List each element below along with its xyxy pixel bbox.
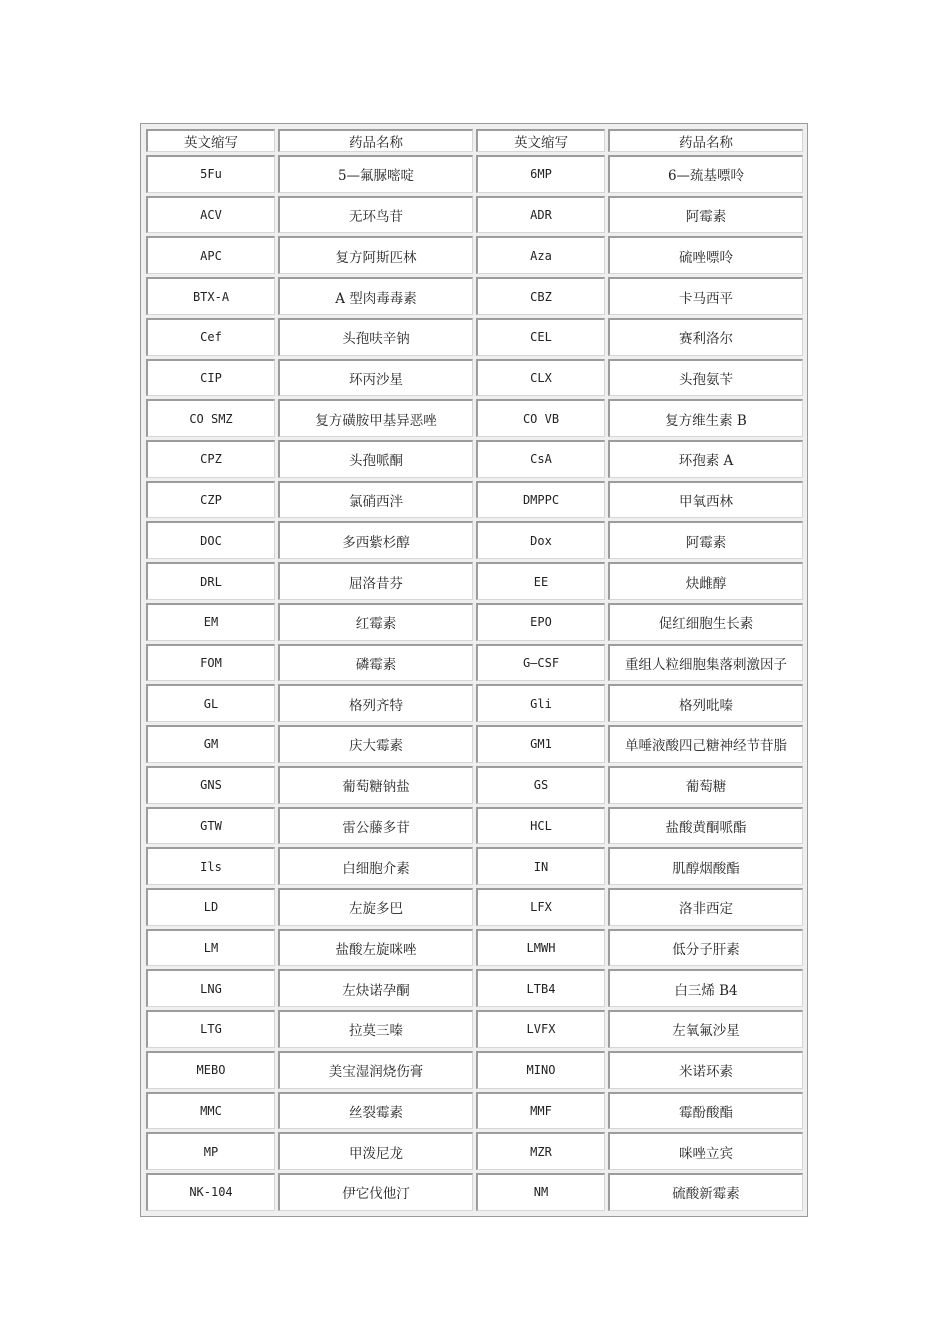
drug-name-cell-right: 阿霉素 xyxy=(608,196,803,234)
abbreviation-table-grid xyxy=(143,126,806,1214)
drug-name-cell-right: 阿霉素 xyxy=(608,521,803,559)
drug-name-cell-right: 咪唑立宾 xyxy=(608,1132,803,1170)
table-row xyxy=(146,521,803,559)
drug-name-cell-right: 硫唑嘌呤 xyxy=(608,236,803,274)
drug-name-cell-right: 复方维生素 B xyxy=(608,399,803,437)
drug-name-cell-right: 头孢氨苄 xyxy=(608,359,803,397)
table-row xyxy=(146,929,803,967)
table-row xyxy=(146,766,803,804)
drug-name-cell-left: 氯硝西泮 xyxy=(278,481,473,519)
drug-name-cell-right: 单唾液酸四己糖神经节苷脂 xyxy=(608,725,803,763)
drug-name-cell-left: 左炔诺孕酮 xyxy=(278,969,473,1007)
drug-name-cell-left: 多西紫杉醇 xyxy=(278,521,473,559)
abbr-cell-right: MINO xyxy=(476,1051,605,1089)
drug-name-cell-right: 左氧氟沙星 xyxy=(608,1010,803,1048)
drug-name-cell-left: 葡萄糖钠盐 xyxy=(278,766,473,804)
abbr-cell-right: 6MP xyxy=(476,155,605,193)
abbr-cell-left: LD xyxy=(146,888,275,926)
abbr-cell-right: NM xyxy=(476,1173,605,1211)
table-row xyxy=(146,236,803,274)
abbr-cell-left: LNG xyxy=(146,969,275,1007)
abbr-cell-left: CPZ xyxy=(146,440,275,478)
table-row xyxy=(146,847,803,885)
drug-name-cell-left: 复方磺胺甲基异恶唑 xyxy=(278,399,473,437)
header-abbr-left: 英文缩写 xyxy=(146,129,275,152)
abbr-cell-left: MP xyxy=(146,1132,275,1170)
drug-name-cell-left: 庆大霉素 xyxy=(278,725,473,763)
table-row xyxy=(146,1051,803,1089)
abbr-cell-left: NK-104 xyxy=(146,1173,275,1211)
drug-name-cell-right: 低分子肝素 xyxy=(608,929,803,967)
drug-name-cell-left: 红霉素 xyxy=(278,603,473,641)
abbr-cell-right: LVFX xyxy=(476,1010,605,1048)
table-row xyxy=(146,644,803,682)
abbr-cell-left: Cef xyxy=(146,318,275,356)
table-row xyxy=(146,359,803,397)
drug-name-cell-left: 白细胞介素 xyxy=(278,847,473,885)
table-body xyxy=(146,155,803,1211)
drug-name-cell-right: 甲氧西林 xyxy=(608,481,803,519)
drug-name-cell-left: 左旋多巴 xyxy=(278,888,473,926)
drug-name-cell-left: 盐酸左旋咪唑 xyxy=(278,929,473,967)
table-header-row xyxy=(146,129,803,152)
drug-name-cell-right: 炔雌醇 xyxy=(608,562,803,600)
abbr-cell-left: ACV xyxy=(146,196,275,234)
abbr-cell-right: GS xyxy=(476,766,605,804)
abbr-cell-left: Ils xyxy=(146,847,275,885)
drug-name-cell-right: 霉酚酸酯 xyxy=(608,1092,803,1130)
abbr-cell-right: MZR xyxy=(476,1132,605,1170)
abbr-cell-right: G—CSF xyxy=(476,644,605,682)
drug-name-cell-left: 美宝湿润烧伤膏 xyxy=(278,1051,473,1089)
drug-name-cell-right: 赛利洛尔 xyxy=(608,318,803,356)
table-row xyxy=(146,888,803,926)
table-row xyxy=(146,1092,803,1130)
drug-name-cell-left: 磷霉素 xyxy=(278,644,473,682)
header-abbr-right: 英文缩写 xyxy=(476,129,605,152)
table-row xyxy=(146,1132,803,1170)
abbr-cell-right: IN xyxy=(476,847,605,885)
abbr-cell-right: Gli xyxy=(476,684,605,722)
abbr-cell-left: DOC xyxy=(146,521,275,559)
drug-name-cell-left: 5—氟脲嘧啶 xyxy=(278,155,473,193)
drug-name-cell-right: 促红细胞生长素 xyxy=(608,603,803,641)
drug-name-cell-left: 格列齐特 xyxy=(278,684,473,722)
abbr-cell-left: GTW xyxy=(146,807,275,845)
abbr-cell-right: GM1 xyxy=(476,725,605,763)
drug-name-cell-right: 白三烯 B4 xyxy=(608,969,803,1007)
drug-name-cell-right: 卡马西平 xyxy=(608,277,803,315)
drug-name-cell-left: 伊它伐他汀 xyxy=(278,1173,473,1211)
drug-name-cell-right: 肌醇烟酸酯 xyxy=(608,847,803,885)
drug-name-cell-right: 盐酸黄酮哌酯 xyxy=(608,807,803,845)
abbr-cell-left: GL xyxy=(146,684,275,722)
drug-name-cell-right: 格列吡嗪 xyxy=(608,684,803,722)
table-row xyxy=(146,440,803,478)
drug-name-cell-left: 环丙沙星 xyxy=(278,359,473,397)
abbr-cell-right: HCL xyxy=(476,807,605,845)
abbr-cell-right: Aza xyxy=(476,236,605,274)
drug-name-cell-left: 头孢呋辛钠 xyxy=(278,318,473,356)
drug-name-cell-left: 头孢哌酮 xyxy=(278,440,473,478)
drug-name-cell-right: 6—巯基嘌呤 xyxy=(608,155,803,193)
abbr-cell-right: CsA xyxy=(476,440,605,478)
table-row xyxy=(146,969,803,1007)
table-row xyxy=(146,725,803,763)
table-row xyxy=(146,684,803,722)
drug-name-cell-right: 葡萄糖 xyxy=(608,766,803,804)
header-name-right: 药品名称 xyxy=(608,129,803,152)
abbr-cell-left: CZP xyxy=(146,481,275,519)
abbr-cell-left: BTX-A xyxy=(146,277,275,315)
abbr-cell-right: Dox xyxy=(476,521,605,559)
abbr-cell-left: CO SMZ xyxy=(146,399,275,437)
table-row xyxy=(146,399,803,437)
table-row xyxy=(146,562,803,600)
abbr-cell-right: EPO xyxy=(476,603,605,641)
abbr-cell-right: MMF xyxy=(476,1092,605,1130)
drug-name-cell-right: 洛非西定 xyxy=(608,888,803,926)
abbr-cell-right: CBZ xyxy=(476,277,605,315)
drug-abbreviation-table xyxy=(140,123,808,1217)
abbr-cell-left: LTG xyxy=(146,1010,275,1048)
drug-name-cell-right: 硫酸新霉素 xyxy=(608,1173,803,1211)
abbr-cell-right: CO VB xyxy=(476,399,605,437)
table-row xyxy=(146,277,803,315)
drug-name-cell-right: 米诺环素 xyxy=(608,1051,803,1089)
abbr-cell-right: CLX xyxy=(476,359,605,397)
drug-name-cell-left: 屈洛昔芬 xyxy=(278,562,473,600)
table-row xyxy=(146,481,803,519)
abbr-cell-left: CIP xyxy=(146,359,275,397)
abbr-cell-right: LTB4 xyxy=(476,969,605,1007)
abbr-cell-right: LFX xyxy=(476,888,605,926)
table-row xyxy=(146,196,803,234)
abbr-cell-left: MEBO xyxy=(146,1051,275,1089)
table-row xyxy=(146,155,803,193)
abbr-cell-right: EE xyxy=(476,562,605,600)
abbr-cell-left: APC xyxy=(146,236,275,274)
drug-name-cell-left: 甲泼尼龙 xyxy=(278,1132,473,1170)
drug-name-cell-left: 丝裂霉素 xyxy=(278,1092,473,1130)
abbr-cell-right: CEL xyxy=(476,318,605,356)
table-row xyxy=(146,1173,803,1211)
abbr-cell-right: DMPPC xyxy=(476,481,605,519)
abbr-cell-left: GM xyxy=(146,725,275,763)
abbr-cell-left: GNS xyxy=(146,766,275,804)
abbr-cell-left: MMC xyxy=(146,1092,275,1130)
abbr-cell-right: ADR xyxy=(476,196,605,234)
drug-name-cell-left: A 型肉毒毒素 xyxy=(278,277,473,315)
abbr-cell-left: FOM xyxy=(146,644,275,682)
abbr-cell-left: LM xyxy=(146,929,275,967)
abbr-cell-left: EM xyxy=(146,603,275,641)
drug-name-cell-left: 拉莫三嗪 xyxy=(278,1010,473,1048)
abbr-cell-left: DRL xyxy=(146,562,275,600)
drug-name-cell-left: 复方阿斯匹林 xyxy=(278,236,473,274)
table-row xyxy=(146,807,803,845)
drug-name-cell-right: 重组人粒细胞集落刺激因子 xyxy=(608,644,803,682)
abbr-cell-right: LMWH xyxy=(476,929,605,967)
header-name-left: 药品名称 xyxy=(278,129,473,152)
table-row xyxy=(146,1010,803,1048)
table-row xyxy=(146,603,803,641)
drug-name-cell-right: 环孢素 A xyxy=(608,440,803,478)
table-row xyxy=(146,318,803,356)
drug-name-cell-left: 雷公藤多苷 xyxy=(278,807,473,845)
abbr-cell-left: 5Fu xyxy=(146,155,275,193)
drug-name-cell-left: 无环鸟苷 xyxy=(278,196,473,234)
